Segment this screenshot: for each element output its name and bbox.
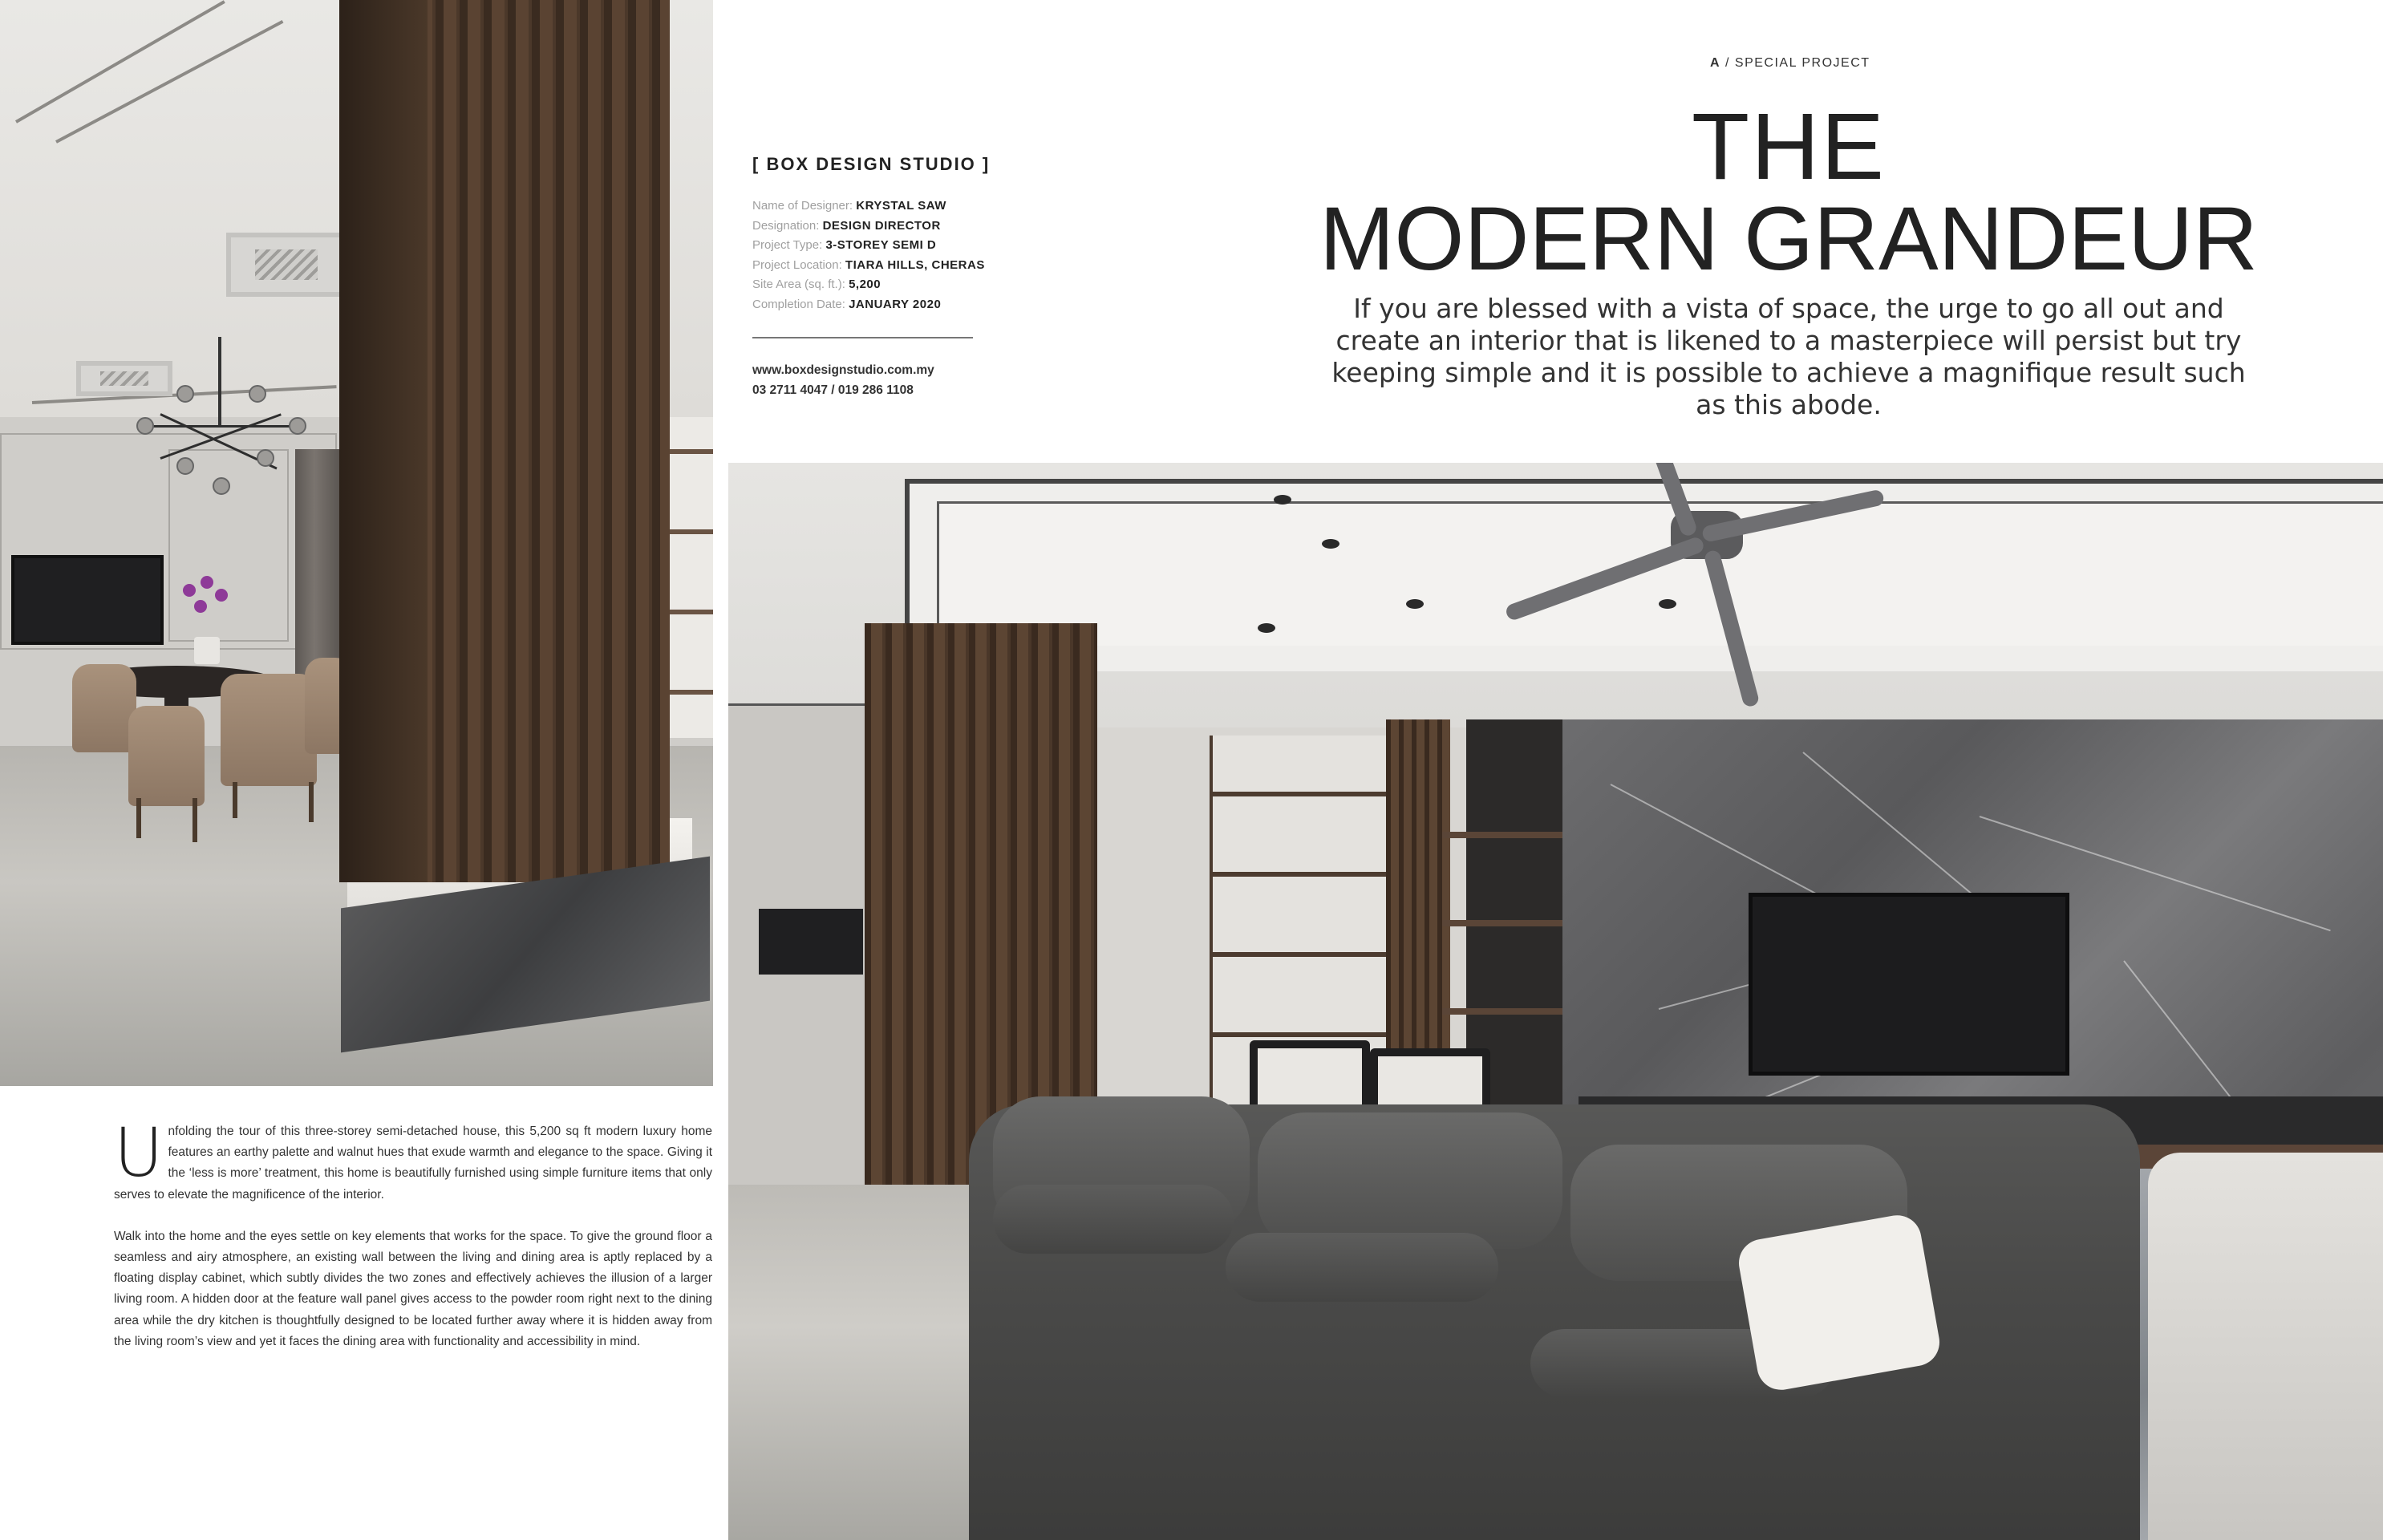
chair-leg: [309, 782, 314, 822]
downlight: [1659, 599, 1676, 609]
credit-row: [752, 256, 1041, 276]
credit-row: [752, 197, 1041, 217]
dining-tv: [759, 909, 863, 975]
downlight: [1258, 623, 1275, 633]
project-credits: [752, 197, 1041, 314]
credit-row: [752, 217, 1041, 237]
throw-pillow: [1735, 1211, 1943, 1393]
credit-row: [752, 295, 1041, 315]
air-conditioner: [226, 233, 347, 297]
walnut-column-side: [339, 0, 428, 882]
studio-phone: 03 2711 4047 / 019 286 1108: [752, 383, 914, 397]
dining-chair: [128, 706, 205, 806]
dining-chair: [72, 664, 136, 752]
credit-value: JANUARY 2020: [849, 297, 942, 311]
sofa-bolster: [993, 1185, 1234, 1254]
headline-line-2: MODERN GRANDEUR: [1319, 188, 2258, 289]
side-sofa: [2148, 1153, 2383, 1540]
orchid-vase: [183, 576, 231, 664]
credit-label: Project Type:: [752, 238, 823, 252]
credit-value: 3-STOREY SEMI D: [825, 238, 937, 252]
studio-name: [ BOX DESIGN STUDIO ]: [752, 154, 991, 174]
chair-leg: [136, 798, 141, 838]
body-paragraph-1: [114, 1113, 712, 1206]
standfirst: If you are blessed with a vista of space, the urge to go all out and create an interior that is likened to a masterpiece will persist but try keeping simple and it is possible to achieve a magnifique result such as this abode.: [1331, 293, 2246, 420]
dining-chair: [221, 674, 317, 786]
article-body: [114, 1113, 712, 1373]
ceiling-tray-inner: [937, 501, 2383, 646]
divider: [752, 337, 973, 338]
headline: [1267, 94, 2310, 289]
tv: [11, 555, 164, 645]
downlight: [1322, 539, 1339, 549]
chair-leg: [193, 798, 197, 842]
side-wall: [728, 703, 865, 1265]
credit-label: Name of Designer:: [752, 199, 853, 213]
section-label: [1710, 56, 1878, 71]
body-paragraph-2: Walk into the home and the eyes settle on key elements that works for the space. To give the ground floor a seamless and airy atmosphere, an existing wall between the living and dining area is aptly replaced by a floating display cabinet, which subtly divides the two zones and effectively achieves the illusion of a larger living room. A hidden door at the feature wall panel gives access to the powder room right next to the dining area while the dry kitchen is thoughtfully designed to be located further away where it is hidden away from the living room’s view and yet it faces the dining area with functionality and accessibility in mind.: [114, 1229, 712, 1348]
downlight: [1274, 495, 1291, 505]
studio-website: www.boxdesignstudio.com.my: [752, 363, 934, 377]
headline-line-1: THE: [1692, 94, 1886, 200]
living-room-photo: [728, 463, 2383, 1540]
sofa-backrest: [1258, 1112, 1562, 1249]
credit-row: [752, 275, 1041, 295]
drop-cap: U: [114, 1113, 164, 1192]
credit-label: Completion Date:: [752, 297, 845, 311]
credit-label: Designation:: [752, 218, 820, 233]
body-paragraph-1-text: nfolding the tour of this three-storey semi-detached house, this 5,200 sq ft modern luxury home features an earthy palette and walnut hues that exude warmth and elegance to the space. Giving it the ‘less is more’ treatment, this home is beautifully furnished using simple furniture items that only serves to elevate the magnificence of the interior.: [114, 1125, 712, 1202]
credit-value: KRYSTAL SAW: [856, 199, 946, 213]
credit-label: Site Area (sq. ft.):: [752, 278, 845, 291]
wall-tv: [1749, 893, 2069, 1076]
dining-area-photo: [0, 0, 713, 1086]
section-name: / SPECIAL PROJECT: [1725, 56, 1870, 70]
display-shelf: [666, 417, 713, 738]
credit-label: Project Location:: [752, 257, 842, 272]
chair-leg: [233, 782, 237, 818]
credit-value: TIARA HILLS, CHERAS: [845, 257, 985, 272]
credit-value: 5,200: [849, 278, 881, 291]
chandelier: [128, 337, 313, 497]
sofa-bolster: [1226, 1233, 1498, 1302]
section-letter: A: [1710, 56, 1721, 70]
credit-row: [752, 236, 1041, 256]
downlight: [1406, 599, 1424, 609]
studio-contact: [752, 360, 934, 400]
credit-value: DESIGN DIRECTOR: [822, 218, 941, 233]
